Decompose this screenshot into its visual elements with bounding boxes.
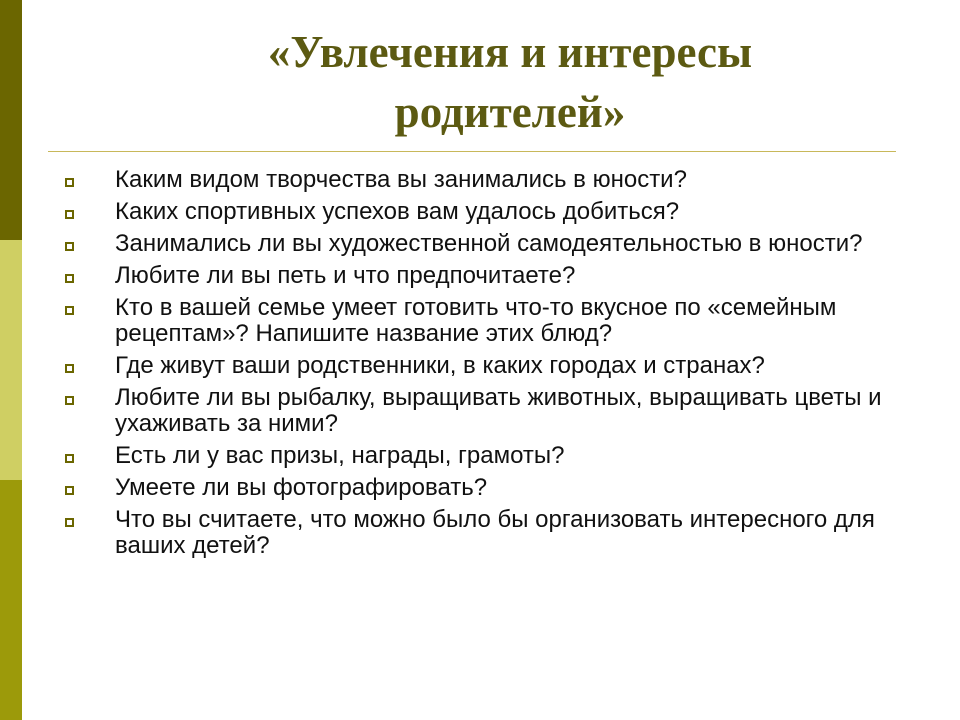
- hollow-square-icon: [65, 396, 74, 405]
- question-list: [56, 167, 916, 565]
- list-item: [56, 231, 916, 257]
- list-item: [56, 199, 916, 225]
- decorative-stripe-bottom: [0, 480, 22, 720]
- decorative-stripe-top: [0, 0, 22, 240]
- list-item: [56, 475, 916, 501]
- list-item-text: Любите ли вы петь и что предпочитаете?: [115, 262, 576, 289]
- list-item-text: Занимались ли вы художественной самодеятельностью в юности?: [115, 230, 863, 257]
- list-item: [56, 167, 916, 193]
- list-item-text: Где живут ваши родственники, в каких городах и странах?: [115, 352, 765, 379]
- hollow-square-icon: [65, 486, 74, 495]
- slide-title: «Увлечения и интересы родителей»: [267, 27, 753, 137]
- title-divider: [48, 151, 896, 152]
- list-item-text: Есть ли у вас призы, награды, грамоты?: [115, 442, 565, 469]
- hollow-square-icon: [65, 454, 74, 463]
- list-item-text: Каким видом творчества вы занимались в юности?: [115, 166, 687, 193]
- list-item: [56, 353, 916, 379]
- hollow-square-icon: [65, 518, 74, 527]
- hollow-square-icon: [65, 364, 74, 373]
- hollow-square-icon: [65, 306, 74, 315]
- list-item-text: Умеете ли вы фотографировать?: [115, 474, 488, 501]
- list-item-text: Кто в вашей семье умеет готовить что-то вкусное по «семейным рецептам»? Напишите название этих блюд?: [115, 294, 837, 347]
- list-item: [56, 507, 916, 559]
- list-item: [56, 295, 916, 347]
- hollow-square-icon: [65, 274, 74, 283]
- list-item: [56, 385, 916, 437]
- hollow-square-icon: [65, 210, 74, 219]
- list-item: [56, 443, 916, 469]
- hollow-square-icon: [65, 178, 74, 187]
- list-item-text: Что вы считаете, что можно было бы организовать интересного для ваших детей?: [115, 506, 875, 559]
- decorative-stripe-middle: [0, 240, 22, 480]
- list-item-text: Каких спортивных успехов вам удалось добиться?: [115, 198, 680, 225]
- hollow-square-icon: [65, 242, 74, 251]
- list-item-text: Любите ли вы рыбалку, выращивать животных, выращивать цветы и ухаживать за ними?: [115, 384, 882, 437]
- list-item: [56, 263, 916, 289]
